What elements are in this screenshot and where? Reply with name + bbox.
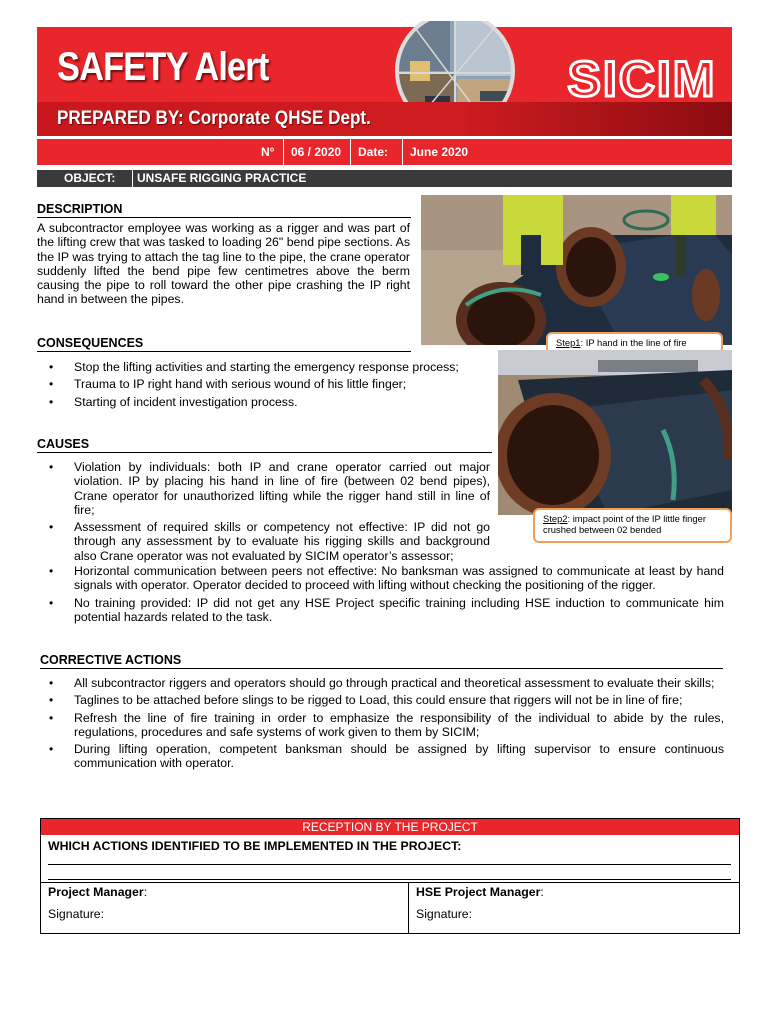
alert-info-row — [37, 139, 732, 165]
answer-line-2[interactable] — [48, 879, 731, 880]
step1-caption: : IP hand in the line of fire — [580, 337, 687, 348]
number-value: 06 / 2020 — [283, 139, 349, 165]
consequences-list — [37, 360, 497, 412]
corrective-actions-list — [37, 676, 724, 774]
list-item: • Taglines to be attached before slings to be rigged to Load, this could ensure that riggers will not be in line of fire; — [37, 693, 724, 707]
number-label: N° — [261, 145, 275, 159]
list-item: • Refresh the line of fire training in order to emphasize the responsibility of the individual to abide by the rules, regulations, procedures and safe systems of work given to them by SICIM; — [37, 711, 724, 740]
table-column-divider — [408, 882, 409, 934]
hse-manager-label: HSE Project Manager — [416, 885, 541, 899]
reception-table — [40, 818, 740, 934]
list-item: • No training provided: IP did not get any HSE Project specific training including HSE induction to communicate him potential hazards related to the task. — [37, 596, 724, 625]
object-row — [37, 170, 732, 187]
project-manager-signature[interactable]: Signature: — [48, 907, 105, 921]
list-item: • During lifting operation, competent banksman should be assigned by lifting supervisor to ensure continuous communication with operator. — [37, 742, 724, 771]
object-label: OBJECT: — [64, 171, 116, 185]
step2-photo — [498, 350, 732, 515]
svg-text:SICIM: SICIM — [567, 56, 717, 102]
causes-heading: CAUSES — [37, 437, 492, 453]
step2-caption: : impact point of the IP little finger crushed between 02 bended — [543, 513, 706, 535]
step2-label: Step2 — [543, 513, 568, 524]
alert-title: SAFETY Alert — [57, 45, 269, 89]
description-heading: DESCRIPTION — [37, 202, 411, 218]
list-item: • Trauma to IP right hand with serious wound of his little finger; — [37, 377, 497, 391]
answer-line-1[interactable] — [48, 864, 731, 865]
sicim-logo — [557, 56, 727, 102]
project-manager-label-wrap — [48, 885, 147, 899]
list-item: • Horizontal communication between peers not effective: No banksman was assigned to communicate at least by hand signals with operator. Operator decided to proceed with lifting without checking the positioning of the rigger. — [37, 564, 724, 593]
date-value: June 2020 — [402, 139, 512, 165]
header-banner — [37, 21, 732, 136]
hse-manager-colon: : — [540, 885, 544, 899]
object-value: UNSAFE RIGGING PRACTICE — [137, 171, 307, 185]
project-manager-label: Project Manager — [48, 885, 144, 899]
list-item: • All subcontractor riggers and operators should go through practical and theoretical assessment to evaluate their skills; — [37, 676, 724, 690]
hse-manager-signature[interactable]: Signature: — [416, 907, 473, 921]
corrective-actions-heading: CORRECTIVE ACTIONS — [40, 653, 723, 669]
causes-list-b — [37, 564, 724, 627]
hse-manager-label-wrap — [416, 885, 544, 899]
project-manager-colon: : — [143, 885, 148, 899]
list-item: • Assessment of required skills or competency not effective: IP did not go through any assessment by to evaluate his rigging skills and background also Crane operator was not evaluated by SICIM operator’s assessor; — [37, 520, 490, 563]
table-divider — [41, 882, 739, 883]
date-label: Date: — [350, 139, 401, 165]
reception-question: WHICH ACTIONS IDENTIFIED TO BE IMPLEMENTED IN THE PROJECT: — [48, 839, 462, 853]
description-text: A subcontractor employee was working as a rigger and was part of the lifting crew that was tasked to loading 26" bend pipe sections. As the IP was trying to attach the tag line to the pipe, the crane operator suddenly lifted the bend pipe few centimetres above the berm causing the pipe to roll toward the other pipe crashing the IP right hand in between the pipes. — [37, 221, 411, 307]
list-item: • Starting of incident investigation process. — [37, 395, 497, 409]
reception-heading: RECEPTION BY THE PROJECT — [41, 819, 739, 835]
step2-callout — [533, 508, 732, 543]
object-divider — [132, 170, 133, 187]
causes-list-a — [37, 460, 490, 566]
step1-photo — [421, 195, 732, 345]
list-item: • Stop the lifting activities and starting the emergency response process; — [37, 360, 497, 374]
list-item: • Violation by individuals: both IP and crane operator carried out major violation. IP by placing his hand in line of fire (between 02 bend pipes), Crane operator for unauthorized lifting while the rigger hand still in line of fire; — [37, 460, 490, 517]
step1-label: Step1 — [556, 337, 581, 348]
consequences-heading: CONSEQUENCES — [37, 336, 411, 352]
prepared-by-text: PREPARED BY: Corporate QHSE Dept. — [57, 108, 371, 129]
prepared-by-bar — [37, 102, 732, 136]
